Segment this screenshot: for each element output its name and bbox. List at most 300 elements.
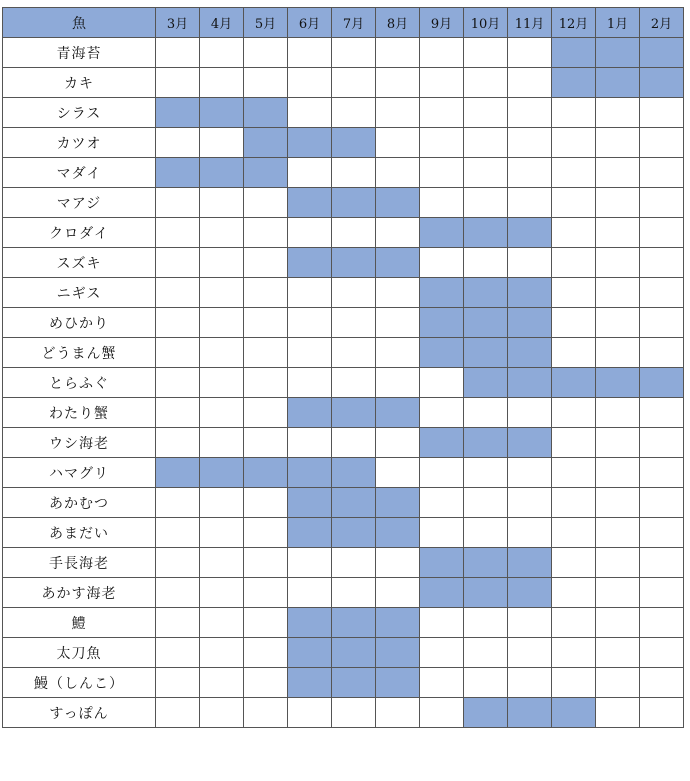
table-header-row — [3, 8, 684, 38]
season-cell — [200, 368, 244, 398]
fish-name-cell: とらふぐ — [3, 368, 156, 398]
table-row — [3, 668, 684, 698]
season-cell — [244, 368, 288, 398]
fish-name-cell: ハマグリ — [3, 458, 156, 488]
table-row — [3, 458, 684, 488]
season-cell-active — [376, 398, 420, 428]
season-cell — [244, 638, 288, 668]
season-cell — [244, 38, 288, 68]
season-cell-active — [508, 698, 552, 728]
season-cell-active — [288, 248, 332, 278]
season-cell — [508, 398, 552, 428]
season-cell — [200, 38, 244, 68]
season-cell-active — [420, 548, 464, 578]
season-cell — [464, 398, 508, 428]
season-cell — [156, 518, 200, 548]
season-cell — [288, 278, 332, 308]
season-cell — [244, 548, 288, 578]
season-cell — [244, 578, 288, 608]
season-cell-active — [288, 608, 332, 638]
season-cell-active — [552, 38, 596, 68]
season-cell-active — [332, 458, 376, 488]
season-cell — [640, 488, 684, 518]
season-cell-active — [420, 428, 464, 458]
season-cell-active — [508, 578, 552, 608]
table-row — [3, 68, 684, 98]
season-cell — [420, 518, 464, 548]
season-cell-active — [288, 188, 332, 218]
season-cell — [156, 398, 200, 428]
season-cell-active — [420, 308, 464, 338]
season-cell-active — [288, 518, 332, 548]
season-cell — [376, 578, 420, 608]
season-cell — [376, 98, 420, 128]
season-cell-active — [156, 98, 200, 128]
fish-name-cell: あかす海老 — [3, 578, 156, 608]
season-cell — [464, 158, 508, 188]
season-cell-active — [640, 68, 684, 98]
season-cell-active — [332, 668, 376, 698]
season-cell-active — [464, 548, 508, 578]
season-cell — [200, 338, 244, 368]
season-cell — [244, 698, 288, 728]
table-body — [3, 38, 684, 728]
season-cell — [376, 278, 420, 308]
season-cell — [200, 488, 244, 518]
season-cell — [332, 428, 376, 458]
season-cell — [640, 578, 684, 608]
season-cell-active — [552, 368, 596, 398]
season-cell — [640, 668, 684, 698]
season-cell-active — [420, 578, 464, 608]
season-cell — [464, 98, 508, 128]
season-cell — [332, 98, 376, 128]
season-cell — [464, 668, 508, 698]
fish-name-cell: どうまん蟹 — [3, 338, 156, 368]
season-cell — [640, 698, 684, 728]
season-cell-active — [464, 308, 508, 338]
season-cell — [640, 458, 684, 488]
season-cell — [596, 488, 640, 518]
season-cell — [244, 608, 288, 638]
season-cell — [552, 188, 596, 218]
season-cell — [464, 518, 508, 548]
season-cell-active — [376, 608, 420, 638]
month-header: 9月 — [420, 8, 464, 38]
season-cell-active — [332, 128, 376, 158]
season-cell — [156, 278, 200, 308]
season-cell — [596, 638, 640, 668]
season-cell — [596, 218, 640, 248]
season-cell — [464, 128, 508, 158]
season-cell — [200, 548, 244, 578]
season-cell — [596, 128, 640, 158]
season-cell — [640, 398, 684, 428]
season-cell — [332, 278, 376, 308]
season-cell — [200, 128, 244, 158]
season-cell — [200, 188, 244, 218]
season-cell — [156, 578, 200, 608]
month-header: 12月 — [552, 8, 596, 38]
season-cell — [420, 98, 464, 128]
season-cell — [376, 338, 420, 368]
month-header: 8月 — [376, 8, 420, 38]
season-cell-active — [376, 248, 420, 278]
season-cell — [420, 248, 464, 278]
season-cell — [244, 218, 288, 248]
season-cell — [596, 248, 640, 278]
season-cell — [464, 638, 508, 668]
season-cell — [508, 458, 552, 488]
season-cell — [156, 188, 200, 218]
season-cell — [596, 578, 640, 608]
season-cell — [200, 68, 244, 98]
season-cell — [200, 278, 244, 308]
season-cell-active — [332, 518, 376, 548]
season-cell-active — [596, 68, 640, 98]
season-cell-active — [508, 548, 552, 578]
season-cell — [640, 608, 684, 638]
season-cell — [156, 128, 200, 158]
season-cell — [376, 38, 420, 68]
season-cell — [156, 218, 200, 248]
season-cell-active — [156, 458, 200, 488]
season-cell-active — [464, 218, 508, 248]
season-cell — [420, 128, 464, 158]
season-cell — [508, 248, 552, 278]
month-header: 2月 — [640, 8, 684, 38]
season-cell — [244, 428, 288, 458]
fish-name-cell: スズキ — [3, 248, 156, 278]
fish-column-header: 魚 — [3, 8, 156, 38]
month-header: 10月 — [464, 8, 508, 38]
season-cell-active — [332, 398, 376, 428]
season-cell-active — [464, 278, 508, 308]
season-cell — [640, 128, 684, 158]
fish-name-cell: シラス — [3, 98, 156, 128]
month-header: 1月 — [596, 8, 640, 38]
season-cell — [288, 698, 332, 728]
fish-name-cell: カツオ — [3, 128, 156, 158]
season-cell — [552, 248, 596, 278]
fish-name-cell: マアジ — [3, 188, 156, 218]
season-cell — [200, 218, 244, 248]
table-row — [3, 488, 684, 518]
table-row — [3, 188, 684, 218]
table-row — [3, 98, 684, 128]
season-cell — [156, 698, 200, 728]
month-header: 3月 — [156, 8, 200, 38]
table-row — [3, 278, 684, 308]
fish-name-cell: 太刀魚 — [3, 638, 156, 668]
season-cell — [640, 158, 684, 188]
fish-name-cell: あまだい — [3, 518, 156, 548]
season-cell — [376, 68, 420, 98]
season-cell — [508, 38, 552, 68]
season-cell-active — [376, 518, 420, 548]
season-cell — [244, 398, 288, 428]
season-cell — [420, 638, 464, 668]
season-cell — [376, 128, 420, 158]
season-cell — [156, 608, 200, 638]
season-cell-active — [464, 368, 508, 398]
season-cell — [640, 548, 684, 578]
season-cell — [156, 638, 200, 668]
season-cell — [200, 248, 244, 278]
season-cell — [596, 308, 640, 338]
table-row — [3, 338, 684, 368]
season-cell — [464, 458, 508, 488]
season-cell — [156, 428, 200, 458]
season-cell — [288, 548, 332, 578]
season-cell-active — [596, 368, 640, 398]
fish-name-cell: 青海苔 — [3, 38, 156, 68]
season-cell — [640, 278, 684, 308]
fish-name-cell: クロダイ — [3, 218, 156, 248]
month-header: 11月 — [508, 8, 552, 38]
season-cell-active — [332, 188, 376, 218]
season-cell — [552, 578, 596, 608]
season-cell — [376, 428, 420, 458]
month-header: 7月 — [332, 8, 376, 38]
fish-name-cell: 鰻（しんこ） — [3, 668, 156, 698]
season-cell — [200, 518, 244, 548]
season-cell — [200, 668, 244, 698]
season-cell — [156, 548, 200, 578]
season-cell — [420, 188, 464, 218]
season-cell — [596, 698, 640, 728]
season-cell-active — [552, 68, 596, 98]
season-cell — [640, 218, 684, 248]
table-row — [3, 578, 684, 608]
season-cell — [640, 518, 684, 548]
season-cell — [508, 488, 552, 518]
season-cell-active — [200, 158, 244, 188]
season-cell — [156, 308, 200, 338]
season-cell — [552, 278, 596, 308]
season-cell — [508, 518, 552, 548]
season-cell-active — [200, 98, 244, 128]
season-cell-active — [288, 638, 332, 668]
season-cell — [552, 398, 596, 428]
season-cell — [596, 428, 640, 458]
season-cell — [552, 548, 596, 578]
season-cell-active — [376, 188, 420, 218]
season-cell — [288, 368, 332, 398]
fish-name-cell: あかむつ — [3, 488, 156, 518]
season-cell — [288, 158, 332, 188]
season-cell — [332, 158, 376, 188]
season-cell — [200, 308, 244, 338]
table-row — [3, 398, 684, 428]
season-cell — [552, 488, 596, 518]
season-cell-active — [376, 668, 420, 698]
season-cell — [640, 98, 684, 128]
season-cell — [332, 698, 376, 728]
table-row — [3, 158, 684, 188]
season-cell — [640, 248, 684, 278]
season-cell-active — [244, 458, 288, 488]
season-cell — [288, 308, 332, 338]
season-cell-active — [464, 578, 508, 608]
table-row — [3, 428, 684, 458]
season-cell — [596, 458, 640, 488]
fish-name-cell: めひかり — [3, 308, 156, 338]
table-row — [3, 518, 684, 548]
season-cell — [420, 158, 464, 188]
season-cell-active — [376, 638, 420, 668]
season-cell — [376, 368, 420, 398]
fish-name-cell: 手長海老 — [3, 548, 156, 578]
season-cell — [376, 308, 420, 338]
season-cell — [552, 638, 596, 668]
season-cell-active — [288, 488, 332, 518]
table-row — [3, 308, 684, 338]
season-cell — [552, 308, 596, 338]
season-cell — [508, 128, 552, 158]
season-cell-active — [200, 458, 244, 488]
season-cell-active — [464, 338, 508, 368]
season-cell — [552, 428, 596, 458]
season-cell — [552, 518, 596, 548]
season-cell — [156, 338, 200, 368]
season-cell-active — [420, 278, 464, 308]
season-cell-active — [332, 638, 376, 668]
season-cell — [156, 248, 200, 278]
season-cell-active — [508, 308, 552, 338]
season-cell — [244, 518, 288, 548]
season-cell — [596, 548, 640, 578]
season-cell-active — [156, 158, 200, 188]
season-cell — [376, 698, 420, 728]
season-cell — [464, 68, 508, 98]
season-cell — [420, 398, 464, 428]
season-cell-active — [508, 338, 552, 368]
season-cell — [552, 338, 596, 368]
season-cell — [332, 218, 376, 248]
season-cell — [244, 68, 288, 98]
month-header: 5月 — [244, 8, 288, 38]
season-cell-active — [464, 428, 508, 458]
season-cell — [288, 38, 332, 68]
season-cell — [640, 428, 684, 458]
season-cell — [464, 608, 508, 638]
season-cell — [420, 608, 464, 638]
season-cell — [420, 488, 464, 518]
season-cell-active — [640, 38, 684, 68]
season-cell-active — [464, 698, 508, 728]
fish-name-cell: すっぽん — [3, 698, 156, 728]
season-cell-active — [288, 668, 332, 698]
season-cell — [288, 428, 332, 458]
season-cell — [244, 188, 288, 218]
fish-name-cell: カキ — [3, 68, 156, 98]
season-cell — [464, 488, 508, 518]
season-cell — [596, 668, 640, 698]
table-row — [3, 368, 684, 398]
season-cell — [332, 338, 376, 368]
season-cell — [288, 578, 332, 608]
season-cell — [200, 698, 244, 728]
season-cell-active — [244, 128, 288, 158]
season-cell — [376, 548, 420, 578]
season-cell — [640, 638, 684, 668]
season-cell — [508, 668, 552, 698]
season-cell — [596, 158, 640, 188]
season-cell — [156, 68, 200, 98]
season-cell — [552, 458, 596, 488]
season-cell — [288, 98, 332, 128]
table-row — [3, 248, 684, 278]
season-cell-active — [508, 218, 552, 248]
table-row — [3, 608, 684, 638]
fish-season-table — [2, 7, 684, 728]
season-cell-active — [596, 38, 640, 68]
fish-name-cell: 鱧 — [3, 608, 156, 638]
season-cell — [552, 98, 596, 128]
fish-name-cell: マダイ — [3, 158, 156, 188]
table-row — [3, 548, 684, 578]
season-cell — [288, 338, 332, 368]
season-cell — [244, 668, 288, 698]
season-cell — [288, 218, 332, 248]
season-cell-active — [288, 398, 332, 428]
table-row — [3, 698, 684, 728]
season-cell — [244, 338, 288, 368]
season-cell — [244, 278, 288, 308]
season-cell — [596, 98, 640, 128]
season-cell — [332, 38, 376, 68]
season-cell — [464, 248, 508, 278]
season-cell — [552, 158, 596, 188]
season-cell — [508, 608, 552, 638]
season-cell — [288, 68, 332, 98]
season-cell-active — [508, 278, 552, 308]
season-cell — [596, 608, 640, 638]
season-cell-active — [420, 218, 464, 248]
season-cell — [244, 308, 288, 338]
season-cell — [420, 68, 464, 98]
season-cell-active — [332, 608, 376, 638]
table-row — [3, 638, 684, 668]
season-cell-active — [420, 338, 464, 368]
season-cell — [332, 548, 376, 578]
season-cell — [596, 398, 640, 428]
season-cell — [640, 338, 684, 368]
season-cell-active — [332, 488, 376, 518]
season-cell-active — [640, 368, 684, 398]
season-cell — [508, 68, 552, 98]
season-cell — [244, 488, 288, 518]
season-cell — [200, 578, 244, 608]
season-cell — [420, 368, 464, 398]
table-row — [3, 128, 684, 158]
season-cell — [640, 188, 684, 218]
season-cell — [420, 38, 464, 68]
season-cell-active — [552, 698, 596, 728]
season-cell — [244, 248, 288, 278]
season-cell-active — [332, 248, 376, 278]
fish-name-cell: ウシ海老 — [3, 428, 156, 458]
table-row — [3, 38, 684, 68]
season-cell-active — [288, 128, 332, 158]
season-cell — [332, 68, 376, 98]
month-header: 6月 — [288, 8, 332, 38]
season-cell — [200, 398, 244, 428]
season-cell — [640, 308, 684, 338]
season-cell — [596, 188, 640, 218]
month-header: 4月 — [200, 8, 244, 38]
